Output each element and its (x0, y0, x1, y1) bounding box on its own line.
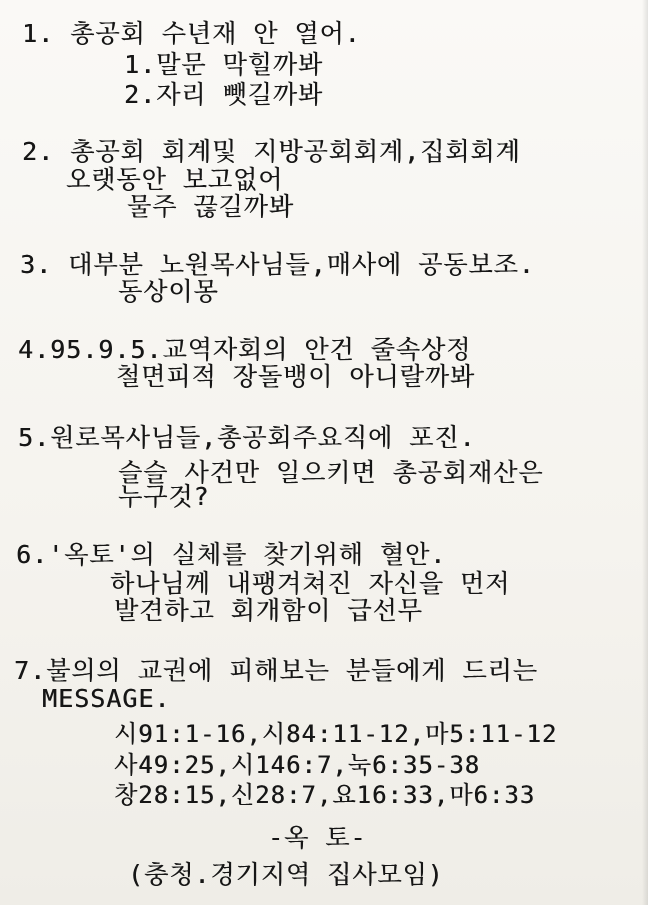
item-3-heading: 3. 대부분 노원목사님들,매사에 공동보조. (20, 250, 535, 279)
item-7-verse-line-3: 창28:15,신28:7,요16:33,마6:33 (114, 781, 536, 809)
item-3-line-1: 동상이몽 (118, 277, 219, 306)
item-2-line-2: 물주 끊길까봐 (127, 192, 294, 221)
item-7-message-label: MESSAGE. (42, 684, 171, 713)
item-6-heading: 6.'옥토'의 실체를 찾기위해 혈안. (16, 540, 447, 569)
item-2-line-1: 오랫동안 보고없어 (66, 165, 284, 194)
item-6-line-1: 하나님께 내팽겨쳐진 자신을 먼저 (110, 569, 511, 598)
item-6-line-2: 발견하고 회개함이 급선무 (114, 596, 423, 625)
item-5-line-1: 슬슬 사건만 일으키면 총공회재산은 (118, 458, 544, 487)
item-1-line-2: 2.자리 뺏길까봐 (124, 80, 324, 109)
item-1-heading: 1. 총공회 수년재 안 열어. (22, 19, 361, 48)
footer-signature: -옥 토- (268, 823, 367, 852)
item-7-heading: 7.불의의 교권에 피해보는 분들에게 드리는 (14, 656, 538, 685)
item-7-verse-line-1: 시91:1-16,시84:11-12,마5:11-12 (114, 720, 558, 748)
item-4-line-1: 철면피적 장돌뱅이 아니랄까봐 (116, 362, 476, 391)
item-5-line-2: 누구것? (118, 482, 210, 511)
item-5-heading: 5.원로목사님들,총공회주요직에 포진. (18, 423, 476, 452)
page-edge-shadow (642, 0, 648, 905)
footer-organization: (충청.경기지역 집사모임) (128, 860, 444, 889)
item-1-line-1: 1.말문 막힐까봐 (124, 50, 324, 79)
item-2-heading: 2. 총공회 회계및 지방공회회계,집회회계 (22, 137, 521, 166)
item-4-heading: 4.95.9.5.교역자회의 안건 줄속상정 (18, 335, 472, 364)
item-7-verse-line-2: 사49:25,시146:7,눅6:35-38 (114, 751, 481, 779)
